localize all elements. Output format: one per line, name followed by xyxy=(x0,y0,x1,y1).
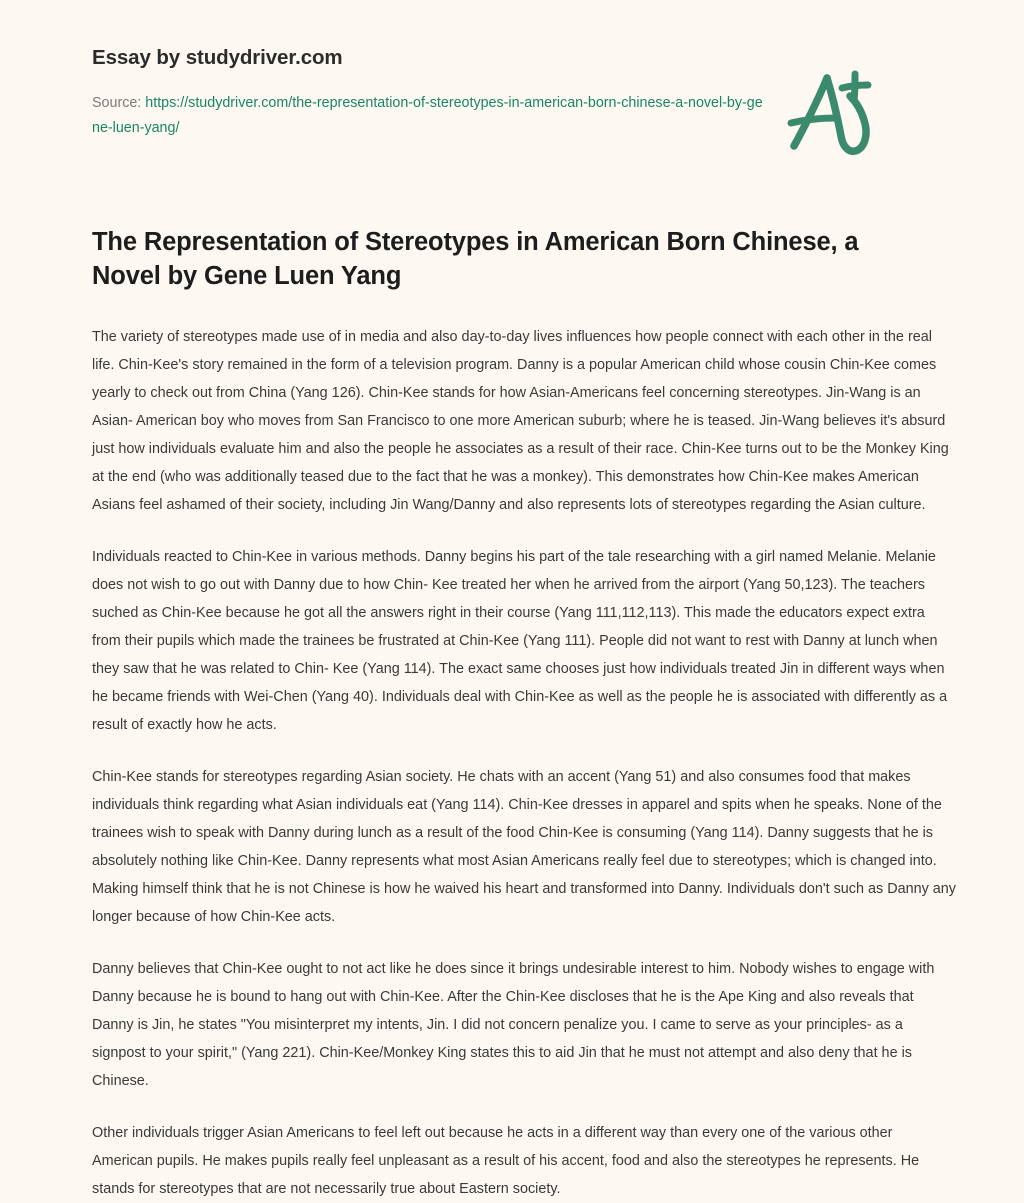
body-paragraph: Chin-Kee stands for stereotypes regarding Asian society. He chats with an accent (Yang 51) and also consumes food that makes individuals think regarding what Asian individuals eat (Yang 114). Chin-Kee dresses in apparel and spits when he speaks. None of the trainees wish to speak with Danny during lunch as a result of the food Chin-Kee is consuming (Yang 114). Danny suggests that he is absolutely nothing like Chin-Kee. Danny represents what most Asian Americans really feel due to stereotypes; which is changed into. Making himself think that he is not Chinese is how he waived his heart and transformed into Danny. Individuals don't such as Danny any longer because of how Chin-Kee acts. xyxy=(92,768,956,925)
body-paragraph: Other individuals trigger Asian Americans to feel left out because he acts in a different way than every one of the various other American pupils. He makes pupils really feel unpleasant as a result of his accent, food and also the stereotypes he represents. He stands for stereotypes that are not necessarily true about Eastern society. xyxy=(92,1124,920,1197)
body-paragraph: Danny believes that Chin-Kee ought to not act like he does since it brings undesirable interest to him. Nobody wishes to engage with Danny because he is bound to hang out with Chin-Kee. After the Chin-Kee discloses that he is the Ape King and also reveals that Danny is Jin, he states "You misinterpret my intents, Jin. I did not concern penalize you. I came to serve as your principles- as a signpost to your spirit," (Yang 221). Chin-Kee/Monkey King states this to aid Jin that he must not attempt and also deny that he is Chinese. xyxy=(92,960,935,1089)
body-paragraph: Individuals reacted to Chin-Kee in various methods. Danny begins his part of the tale researching with a girl named Melanie. Melanie does not wish to go out with Danny due to how Chin- Kee treated her when he arrived from the airport (Yang 50,123). The teachers suched as Chin-Kee because he got all the answers right in their course (Yang 111,112,113). This made the educators expect extra from their pupils which made the trainees be frustrated at Chin-Kee (Yang 111). People did not want to rest with Danny at lunch when they saw that he was related to Chin- Kee (Yang 114). The exact same chooses just how individuals treated Jin in different ways when he became friends with Wei-Chen (Yang 40). Individuals deal with Chin-Kee as well as the people he is associated with differently as a result of exactly how he acts. xyxy=(92,548,948,733)
brand-title: Essay by studydriver.com xyxy=(92,46,343,69)
document-content xyxy=(92,225,956,1203)
source-url-link[interactable]: https://studydriver.com/the-representation-of-stereotypes-in-american-born-chinese-a-novel-by-gene-luen-yang/ xyxy=(92,94,763,136)
body-paragraph: The variety of stereotypes made use of in media and also day-to-day lives influences how people connect with each other in the real life. Chin-Kee's story remained in the form of a television program. Danny is a popular American child whose cousin Chin-Kee comes yearly to check out from China (Yang 126). Chin-Kee stands for how Asian-Americans feel concerning stereotypes. Jin-Wang is an Asian- American boy who moves from San Francisco to one more American suburb; where he is teased. Jin-Wang believes it's absurd just how individuals evaluate him and also the people he associates as a result of their race. Chin-Kee turns out to be the Monkey King at the end (who was additionally teased due to the fact that he was a monkey). This demonstrates how Chin-Kee makes American Asians feel ashamed of their society, including Jin Wang/Danny and also represents lots of stereotypes regarding the Asian culture. xyxy=(92,328,949,513)
source-line xyxy=(92,91,764,141)
page-title: The Representation of Stereotypes in American Born Chinese, a Novel by Gene Luen Yang xyxy=(92,227,859,290)
document-header xyxy=(92,0,956,141)
studydriver-a-plus-logo xyxy=(778,62,882,166)
a-plus-icon xyxy=(778,62,882,166)
source-label: Source: xyxy=(92,94,142,111)
